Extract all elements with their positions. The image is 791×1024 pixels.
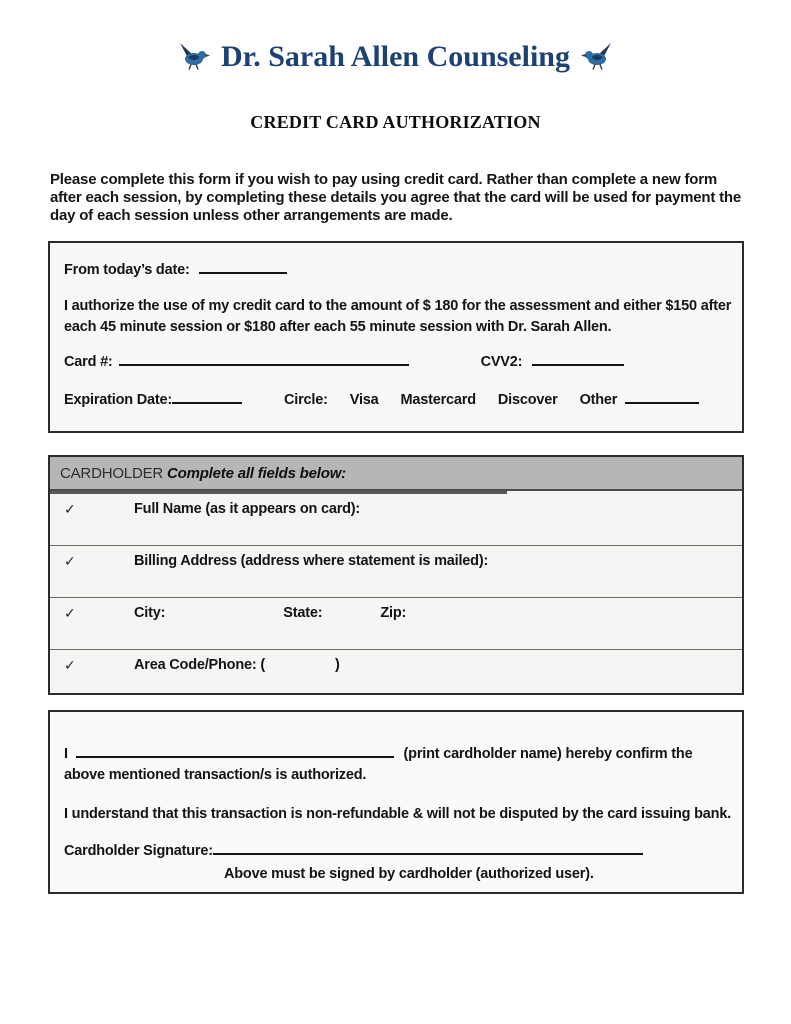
card-type-other[interactable]: Other <box>579 392 618 408</box>
card-type-mastercard[interactable]: Mastercard <box>400 392 476 408</box>
cardholder-header-instruction: Complete all fields below: <box>166 465 346 482</box>
card-type-discover[interactable]: Discover <box>497 392 558 408</box>
checkmark-icon: ✓ <box>64 553 76 569</box>
phone-row <box>50 650 742 699</box>
authorization-text: I authorize the use of my credit card to the amount of $ 180 for the assessment and either $150 after each 45 minute session or $180 after each 55 minute session with Dr. Sarah Allen. <box>64 298 732 335</box>
cvv2-group <box>481 351 625 373</box>
todays-date-label: From today’s date: <box>64 262 190 278</box>
intro-paragraph: Please complete this form if you wish to pay using credit card. Rather than complete a new form after each session, by completing these details you agree that the card will be used for payment the day of each session unless other arrangements are made. <box>50 171 742 224</box>
card-number-row <box>64 351 728 373</box>
todays-date-row <box>64 259 728 281</box>
card-type-visa[interactable]: Visa <box>349 392 379 408</box>
phone-label-open[interactable]: Area Code/Phone: ( <box>134 657 265 673</box>
signature-row <box>64 840 728 862</box>
cardholder-header-label: CARDHOLDER <box>60 465 167 482</box>
signature-label: Cardholder Signature: <box>64 842 213 859</box>
billing-address-label[interactable]: Billing Address (address where statement is mailed): <box>134 553 489 569</box>
zip-label[interactable]: Zip: <box>380 605 407 621</box>
confirm-prefix: I <box>64 745 68 762</box>
city-state-zip-row <box>50 598 742 650</box>
cardholder-box <box>48 455 744 695</box>
cardholder-name-line[interactable] <box>76 743 394 758</box>
confirmation-box <box>48 710 744 894</box>
confirm-suffix: (print cardholder name) hereby confirm the above mentioned transaction/s is authorized. <box>64 745 693 783</box>
card-number-label: Card #: <box>64 354 113 370</box>
document-title: CREDIT CARD AUTHORIZATION <box>250 112 541 132</box>
checkmark-icon: ✓ <box>64 657 76 673</box>
cvv2-line[interactable] <box>532 351 624 366</box>
cvv2-label: CVV2: <box>480 354 523 370</box>
authorization-box <box>48 241 744 433</box>
checkmark-icon: ✓ <box>64 501 76 517</box>
expiration-date-line[interactable] <box>172 389 242 404</box>
signature-note: Above must be signed by cardholder (authorized user). <box>224 865 594 882</box>
expiration-row <box>64 389 728 411</box>
signature-line[interactable] <box>213 840 643 855</box>
cardholder-header <box>50 457 742 491</box>
phone-label-close: ) <box>334 657 340 673</box>
non-refundable-disclaimer: I understand that this transaction is non-refundable & will not be disputed by the card issuing bank. <box>64 805 732 822</box>
full-name-label[interactable]: Full Name (as it appears on card): <box>134 501 361 517</box>
card-number-line[interactable] <box>119 351 409 366</box>
city-label[interactable]: City: <box>134 605 166 621</box>
billing-address-row <box>50 546 742 598</box>
confirm-statement <box>64 743 732 786</box>
bluebird-icon <box>580 42 614 72</box>
checkmark-icon: ✓ <box>64 605 76 621</box>
other-card-type-line[interactable] <box>625 389 699 404</box>
brand-header <box>0 0 791 74</box>
state-label[interactable]: State: <box>283 605 323 621</box>
expiration-date-label: Expiration Date: <box>64 392 172 408</box>
full-name-row <box>50 494 742 546</box>
brand-title: Dr. Sarah Allen Counseling <box>221 40 570 73</box>
todays-date-line[interactable] <box>199 259 287 274</box>
bluebird-icon <box>177 42 211 72</box>
circle-label: Circle: <box>284 392 328 408</box>
